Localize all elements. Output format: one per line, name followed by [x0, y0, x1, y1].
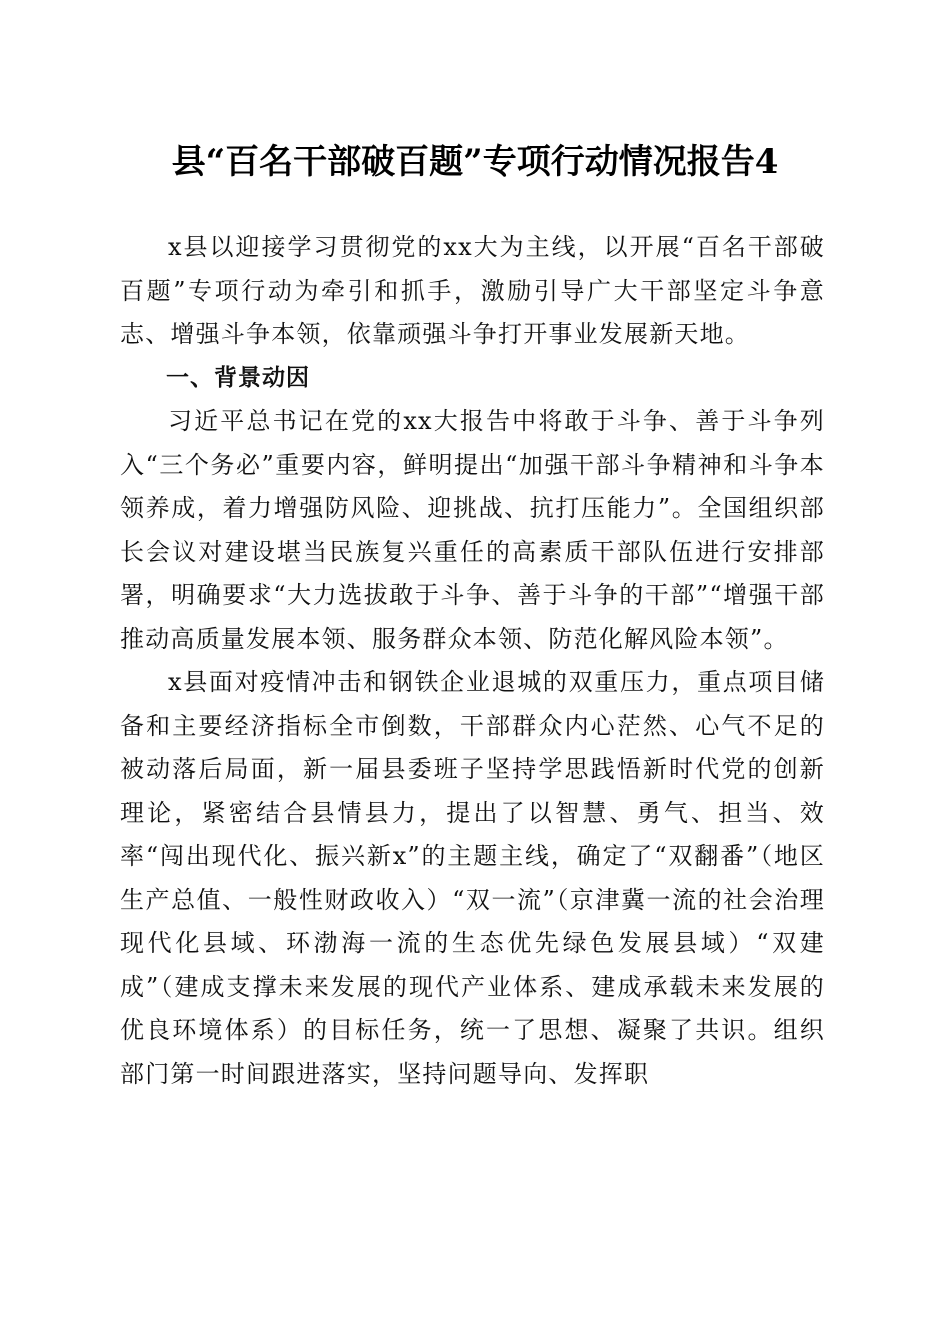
document-title: 县“百名干部破百题”专项行动情况报告4: [171, 142, 779, 182]
section1-paragraph-2: x县面对疫情冲击和钢铁企业退城的双重压力，重点项目储备和主要经济指标全市倒数，干部群众内心茫然、心气不足的被动落后局面，新一届县委班子坚持学思践悟新时代党的创新理论，紧密结合县情县力，提出了以智慧、勇气、担当、效率“闯出现代化、振兴新x”的主题主线，确定了“双翻番”（地区生产总值、一般性财政收入）“双一流”（京津冀一流的社会治理现代化县域、环渤海一流的生态优先绿色发展县域）“双建成”（建成支撑未来发展的现代产业体系、建成承载未来发展的优良环境体系）的目标任务，统一了思想、凝聚了共识。组织部门第一时间跟进落实，坚持问题导向、发挥职: [120, 668, 825, 1088]
document-body: [120, 226, 825, 1096]
section-heading-background: 一、背景动因: [166, 364, 310, 391]
intro-paragraph: x县以迎接学习贯彻党的xx大为主线，以开展“百名干部破百题”专项行动为牵引和抓手，激励引导广大干部坚定斗争意志、增强斗争本领，依靠顽强斗争打开事业发展新天地。: [120, 233, 825, 348]
section1-paragraph-1: 习近平总书记在党的xx大报告中将敢于斗争、善于斗争列入“三个务必”重要内容，鲜明提出“加强干部斗争精神和斗争本领养成，着力增强防风险、迎挑战、抗打压能力”。全国组织部长会议对建设堪当民族复兴重任的高素质干部队伍进行安排部署，明确要求“大力选拔敢于斗争、善于斗争的干部”“增强干部推动高质量发展本领、服务群众本领、防范化解风险本领”。: [120, 407, 825, 653]
